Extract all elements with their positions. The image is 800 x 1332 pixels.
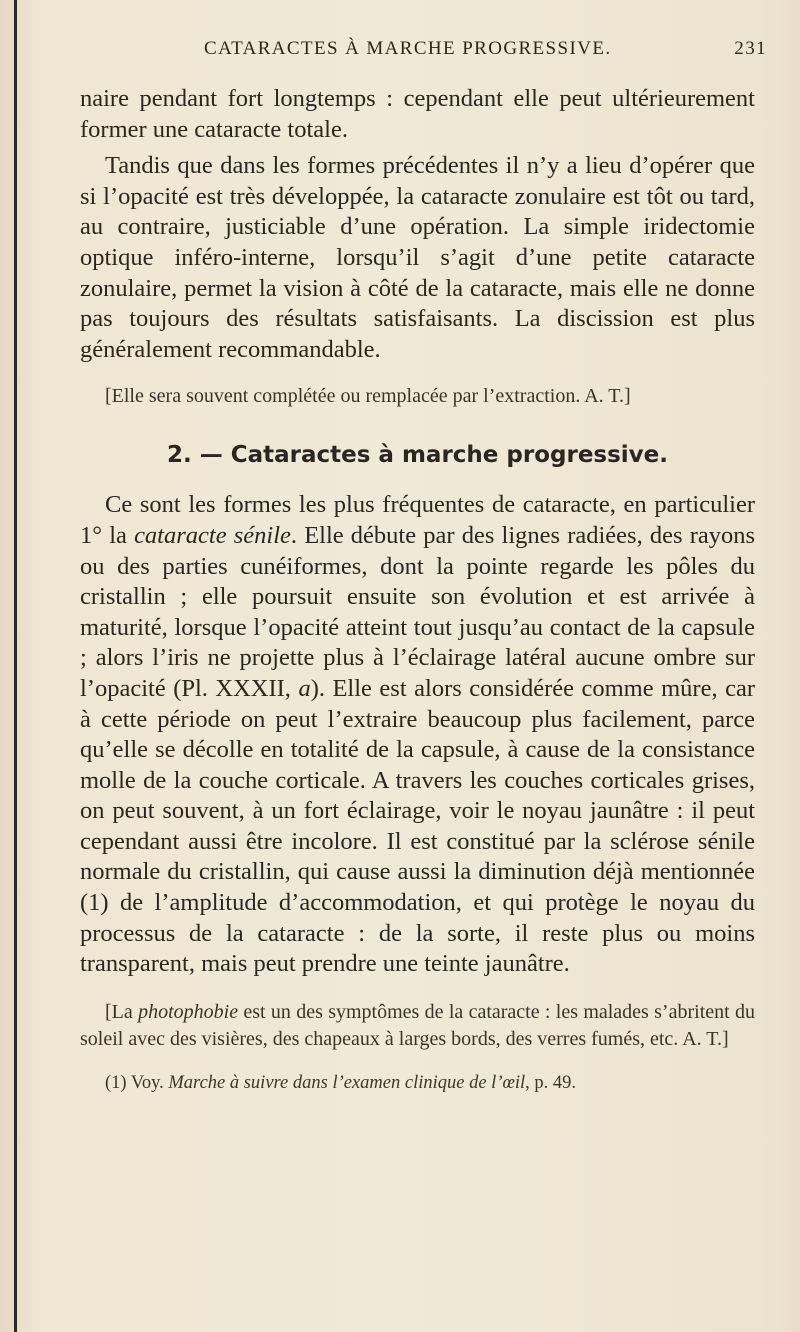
binding-edge: [14, 0, 17, 1332]
italic-term-senile-cataract: cataracte sénile: [134, 521, 291, 549]
italic-plate-letter: a: [298, 674, 311, 702]
paragraph-continuation: naire pendant fort longtemps : cependant elle peut ultérieurement former une cataracte totale.: [80, 85, 755, 143]
footnote-marker: (1) Voy.: [105, 1072, 169, 1093]
paragraph-progressive-cataract: [80, 490, 755, 980]
editor-note-photophobia: [80, 999, 755, 1053]
editor-note-extraction: [Elle sera souvent complétée ou remplacée par l’extraction. A. T.]: [105, 385, 631, 408]
paragraph-zonular-cataract: Tandis que dans les formes précédentes il n’y a lieu d’opérer que si l’opacité est très développée, la cataracte zonulaire est tôt ou tard, au contraire, justiciable d’une opération. La simple iridectomie optique inféro-interne, lorsqu’il s’agit d’une petite cataracte zonulaire, permet la vision à côté de la cataracte, mais elle ne donne pas toujours des résultats satisfaisants. La discission est plus généralement recommandable.: [80, 152, 755, 363]
note-text-start: [La: [105, 1000, 139, 1023]
paragraph-text-start: Ce sont les formes les plus fréquentes de cataracte, en particulier 1° la: [80, 491, 755, 549]
footnote-page: , p. 49.: [525, 1072, 576, 1093]
footnote: [80, 1070, 755, 1096]
running-head: CATARACTES À MARCHE PROGRESSIVE.: [204, 38, 612, 59]
page-number: 231: [734, 38, 767, 59]
paragraph-text-end: ). Elle est alors considérée comme mûre, car à cette période on peut l’extraire beaucoup plus facilement, parce qu’elle se décolle en totalité de la capsule, à cause de la consistance molle de la couche corticale. A travers les couches corticales grises, on peut souvent, à un fort éclairage, voir le noyau jaunâtre : il peut cependant aussi être incolore. Il est constitué par la sclérose sénile normale du cristallin, qui cause aussi la diminution déjà mentionnée (1) de l’amplitude d’accommodation, et qui protège le noyau du processus de la cataracte : de la sorte, il reste plus ou moins transparent, mais peut prendre une teinte jaunâtre.: [80, 674, 755, 978]
italic-term-photophobia: photophobie: [138, 1000, 239, 1023]
note-text-end: est un des symptômes de la cataracte : les malades s’abritent du soleil avec des visières, des chapeaux à larges bords, des verres fumés, etc. A. T.]: [80, 1000, 755, 1050]
page-header: [82, 38, 767, 68]
page-content: [80, 84, 755, 1114]
section-title: 2. — Cataractes à marche progressive.: [166, 442, 669, 469]
paragraph-text-middle: . Elle débute par des lignes radiées, des rayons ou des parties cunéiformes, dont la pointe regarde les pôles du cristallin ; elle poursuit ensuite son évolution et est arrivée à maturité, lorsque l’opacité atteint tout jusqu’au contact de la capsule ; alors l’iris ne projette plus à l’éclairage latéral aucune ombre sur l’opacité (Pl. XXXII,: [80, 521, 756, 702]
footnote-reference-title: Marche à suivre dans l’examen clinique de l’œil: [168, 1072, 526, 1093]
